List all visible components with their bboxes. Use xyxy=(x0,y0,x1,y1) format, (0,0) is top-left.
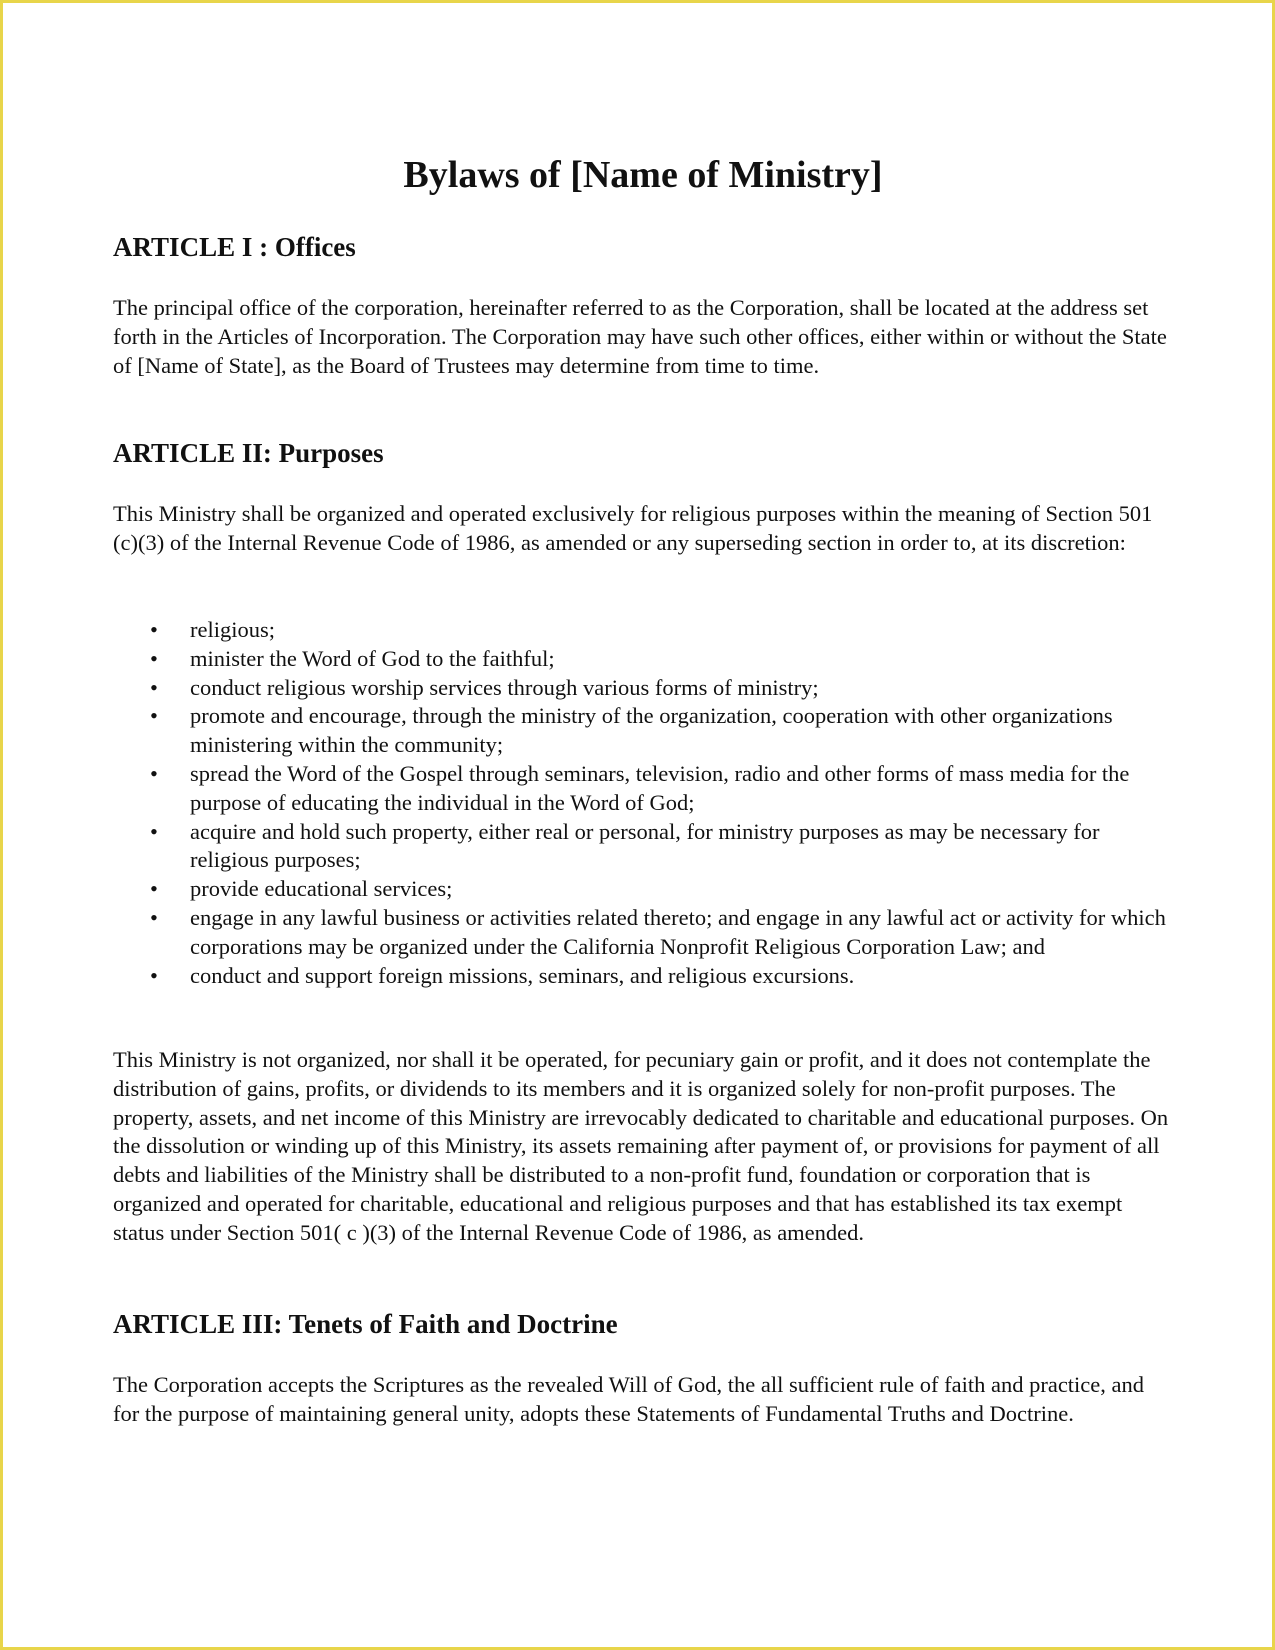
article-2-closing: This Ministry is not organized, nor shall it be operated, for pecuniary gain or profit, and it does not contemplate the distribution of gains, profits, or dividends to its members and it is organized solely for non-profit purposes. The property, assets, and net income of this Ministry are irrevocably dedicated to charitable and educational purposes. On the dissolution or winding up of this Ministry, its assets remaining after payment of, or provisions for payment of all debts and liabilities of the Ministry shall be distributed to a non-profit fund, foundation or corporation that is organized and operated for charitable, educational and religious purposes and that has established its tax exempt status under Section 501( c )(3) of the Internal Revenue Code of 1986, as amended. xyxy=(113,1047,1169,1245)
list-item-text: spread the Word of the Gospel through seminars, television, radio and other forms of mass media for the purpose of educating the individual in the Word of God; xyxy=(190,760,1130,815)
list-item xyxy=(113,760,1173,818)
bullet-icon: • xyxy=(150,818,158,844)
list-item-text: conduct religious worship services through various forms of ministry; xyxy=(190,674,819,700)
article-3-paragraph: The Corporation accepts the Scriptures as the revealed Will of God, the all sufficient rule of faith and practice, and for the purpose of maintaining general unity, adopts these Statements of Fundamental Truths and Doctrine. xyxy=(113,1372,1145,1426)
list-item-text: minister the Word of God to the faithful; xyxy=(190,645,555,671)
list-item xyxy=(113,962,1173,991)
list-item xyxy=(113,818,1173,876)
document-title: Bylaws of [Name of Ministry] xyxy=(403,154,883,196)
list-item-text: promote and encourage, through the ministry of the organization, cooperation with other organizations ministering within the community; xyxy=(190,703,1113,758)
article-1-heading: ARTICLE I : Offices xyxy=(113,232,356,262)
list-item xyxy=(113,875,1173,904)
list-item xyxy=(113,645,1173,674)
list-item-text: conduct and support foreign missions, seminars, and religious excursions. xyxy=(190,962,855,988)
bullet-icon: • xyxy=(150,674,158,700)
list-item xyxy=(113,674,1173,703)
list-item-text: acquire and hold such property, either real or personal, for ministry purposes as may be necessary for religious purposes; xyxy=(190,818,1100,873)
bullet-icon: • xyxy=(150,760,158,786)
article-3-heading: ARTICLE III: Tenets of Faith and Doctrine xyxy=(113,1309,618,1339)
bullet-icon: • xyxy=(150,904,158,930)
bullet-icon: • xyxy=(150,617,158,642)
article-2-intro: This Ministry shall be organized and operated exclusively for religious purposes within the meaning of Section 501 (c)(3) of the Internal Revenue Code of 1986, as amended or any superseding section in order to, at its discretion: xyxy=(113,501,1153,555)
bullet-icon: • xyxy=(150,645,158,671)
list-item-text: provide educational services; xyxy=(190,876,453,902)
bullet-icon: • xyxy=(150,703,158,729)
article-2-heading: ARTICLE II: Purposes xyxy=(113,438,384,468)
list-item-text: engage in any lawful business or activities related thereto; and engage in any lawful act or activity for which corporations may be organized under the California Nonprofit Religious Corporation Law; and xyxy=(190,904,1166,959)
list-item xyxy=(113,904,1173,962)
article-1-paragraph: The principal office of the corporation, hereinafter referred to as the Corporation, shall be located at the address set forth in the Articles of Incorporation. The Corporation may have such other offices, either within or without the State of [Name of State], as the Board of Trustees may determine from time to time. xyxy=(113,295,1167,378)
list-item-text: religious; xyxy=(190,617,275,642)
purposes-list xyxy=(113,616,1173,990)
list-item xyxy=(113,702,1173,760)
bullet-icon: • xyxy=(150,962,158,988)
list-item xyxy=(113,616,1173,645)
bullet-icon: • xyxy=(150,876,158,902)
